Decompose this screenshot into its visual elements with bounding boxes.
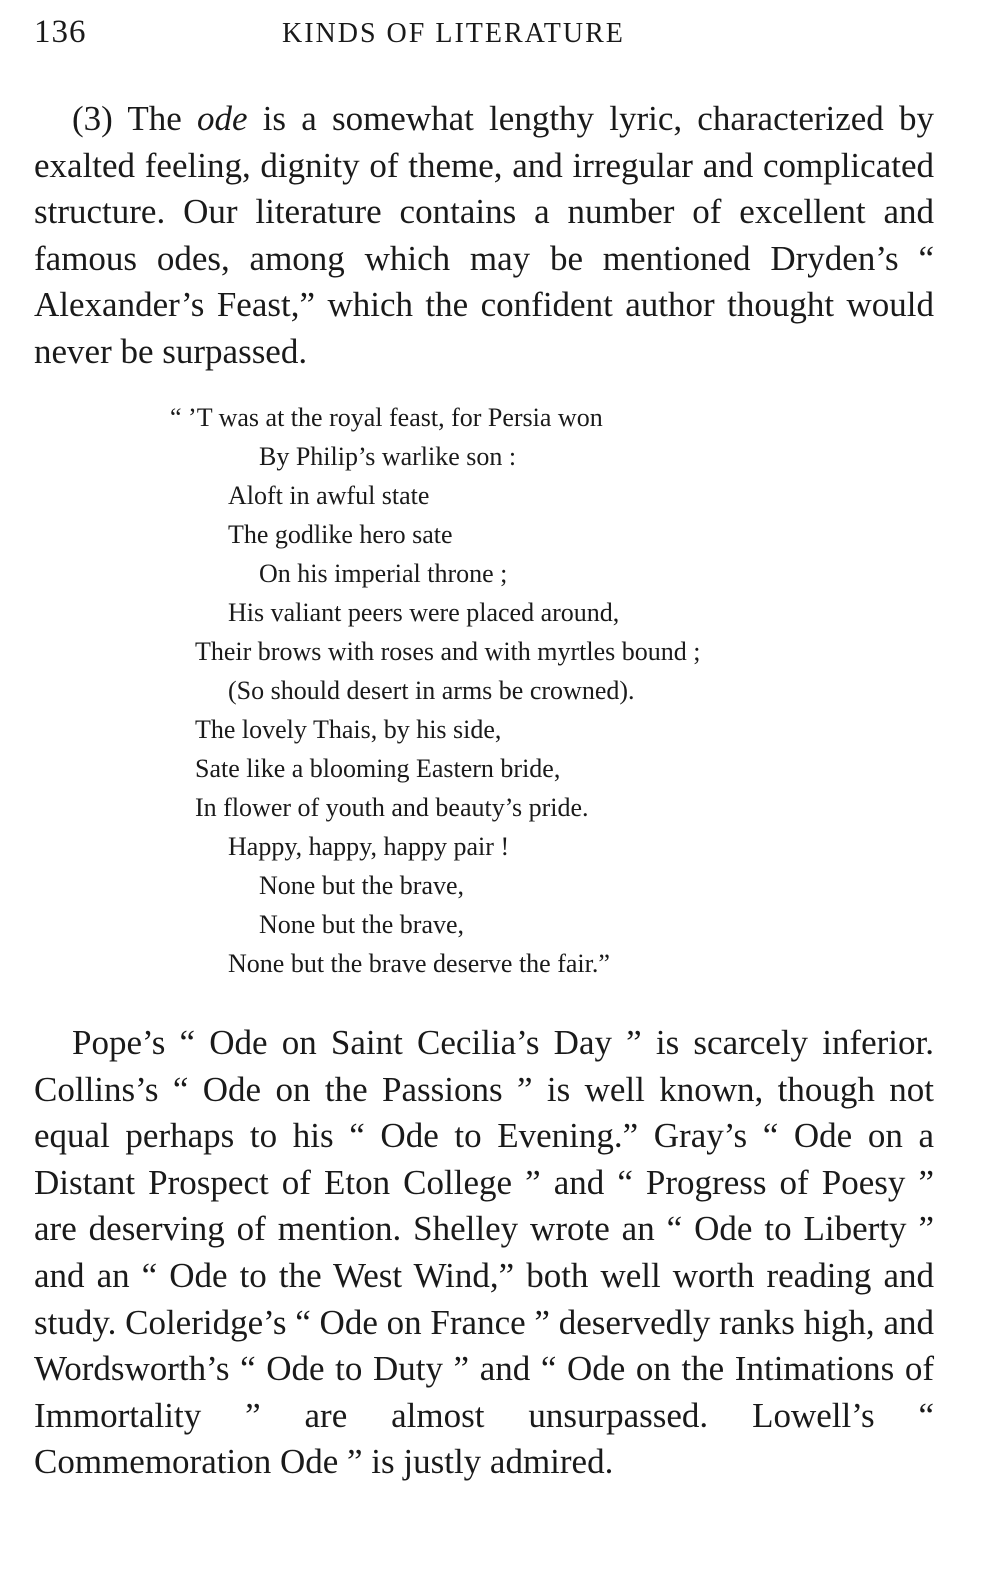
poem-line: (So should desert in arms be crowned).: [228, 676, 635, 705]
poem-line: In flower of youth and beauty’s pride.: [195, 793, 589, 822]
page-number: 136: [34, 14, 87, 50]
poem-line: On his imperial throne ;: [259, 559, 508, 588]
paragraph-ode-definition: [34, 96, 934, 376]
running-head: KINDS OF LITERATURE: [282, 18, 625, 49]
poem-line: None but the brave,: [259, 871, 465, 900]
page-header: [34, 14, 694, 54]
paragraph-number: (3) The: [72, 99, 197, 138]
poem-line: The godlike hero sate: [228, 520, 453, 549]
poem-line: By Philip’s warlike son :: [259, 442, 517, 471]
paragraph-text: Pope’s “ Ode on Saint Cecilia’s Day ” is scarcely inferior. Collins’s “ Ode on the Passions ” is well known, though not equal perhaps to his “ Ode to Evening.” Gray’s “ Ode on a Distant Prospect of Eton College ” and “ Progress of Poesy ” are deserving of mention. Shelley wrote an “ Ode to Liberty ” and an “ Ode to the West Wind,” both well worth reading and study. Coleridge’s “ Ode on France ” deservedly ranks high, and Wordsworth’s “ Ode to Duty ” and “ Ode on the Intimations of Immortality ” are almost unsurpassed. Lowell’s “ Commemoration Ode ” is justly admired.: [34, 1023, 934, 1482]
poem-line: Sate like a blooming Eastern bride,: [195, 754, 561, 783]
poem-line: “ ’T was at the royal feast, for Persia won: [170, 403, 603, 432]
poem-line: None but the brave deserve the fair.”: [228, 949, 610, 978]
paragraph-text: is a somewhat lengthy lyric, characterized by exalted feeling, dignity of theme, and irregular and complicated structure. Our literature contains a number of excellent and famous odes, among which may be mentioned Dryden’s “ Alexander’s Feast,” which the confident author thought would never be surpassed.: [34, 99, 934, 371]
poem-line: Happy, happy, happy pair !: [228, 832, 510, 861]
ode-term: ode: [196, 99, 248, 138]
poem-line: Aloft in awful state: [228, 481, 430, 510]
poem-line: Their brows with roses and with myrtles bound ;: [195, 637, 701, 666]
poem-line: The lovely Thais, by his side,: [195, 715, 502, 744]
poem-line: His valiant peers were placed around,: [228, 598, 620, 627]
poem-line: None but the brave,: [259, 910, 465, 939]
paragraph-famous-odes: [34, 1020, 934, 1486]
